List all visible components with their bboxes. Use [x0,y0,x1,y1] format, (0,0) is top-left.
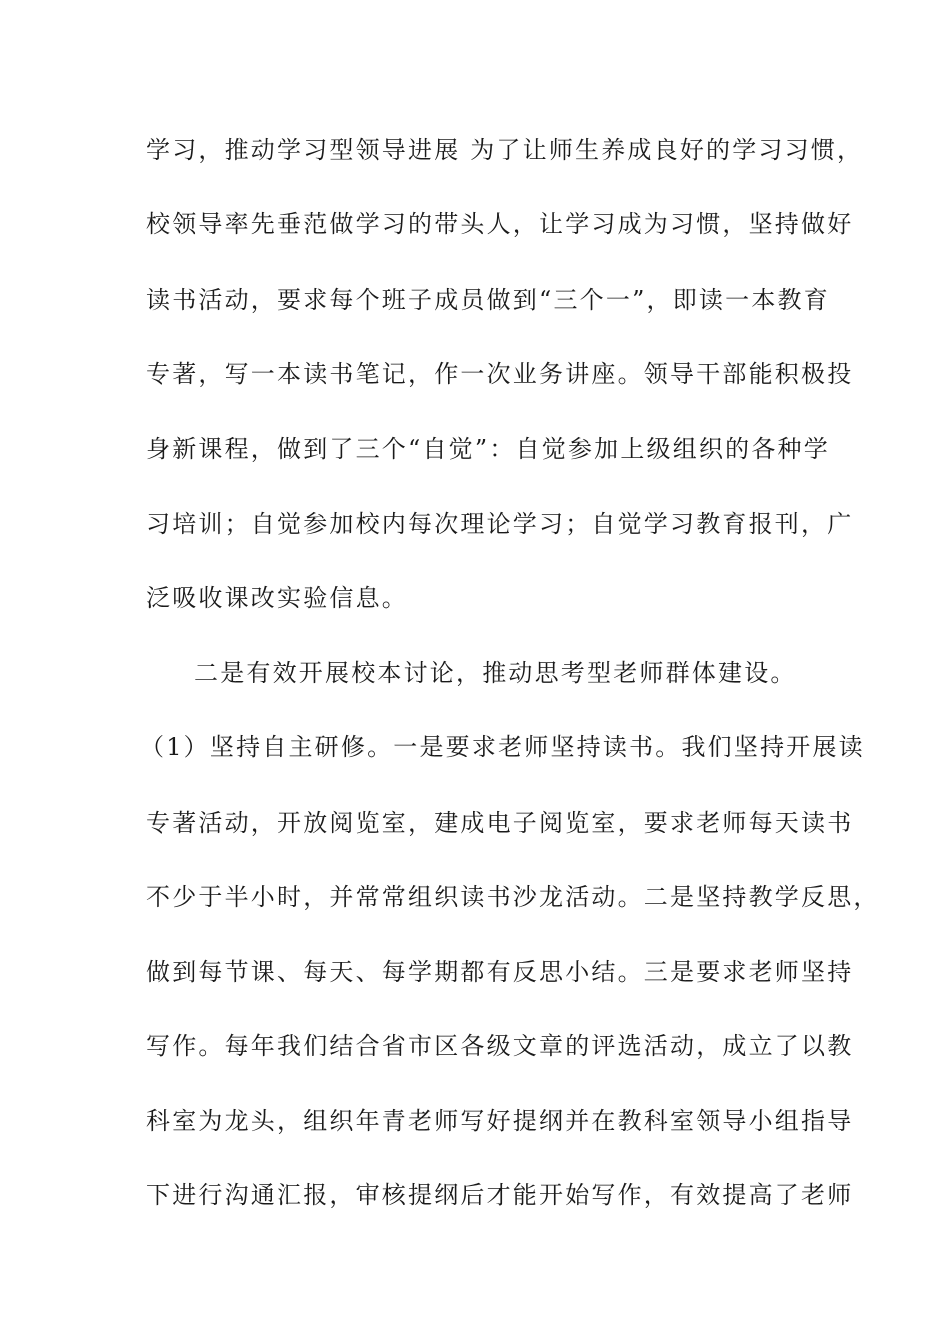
text-line: 专著活动，开放阅览室，建成电子阅览室，要求老师每天读书 [146,809,854,837]
text-line: 习培训；自觉参加校内每次理论学习；自觉学习教育报刊，广 [146,510,854,538]
text-line: 不少于半小时，并常常组织读书沙龙活动。二是坚持教学反思， [146,883,880,911]
text-line: 写作。每年我们结合省市区各级文章的评选活动，成立了以教 [146,1032,854,1060]
text-line: 学习，推动学习型领导进展 为了让师生养成良好的学习习惯， [146,136,864,164]
text-line: 读书活动，要求每个班子成员做到“三个一”，即读一本教育 [146,286,830,314]
text-line: 做到每节课、每天、每学期都有反思小结。三是要求老师坚持 [146,958,854,986]
text-line: （1）坚持自主研修。一是要求老师坚持读书。我们坚持开展读 [140,733,865,761]
text-line: 身新课程，做到了三个“自觉”：自觉参加上级组织的各种学 [146,435,830,463]
text-line: 专著，写一本读书笔记，作一次业务讲座。领导干部能积极投 [146,360,854,388]
text-line: 泛吸收课改实验信息。 [146,584,408,612]
section-heading: 二是有效开展校本讨论，推动思考型老师群体建设。 [194,659,797,687]
text-line: 科室为龙头，组织年青老师写好提纲并在教科室领导小组指导 [146,1107,854,1135]
text-line: 下进行沟通汇报，审核提纲后才能开始写作，有效提高了老师 [146,1181,854,1209]
text-line: 校领导率先垂范做学习的带头人，让学习成为习惯，坚持做好 [146,210,854,238]
